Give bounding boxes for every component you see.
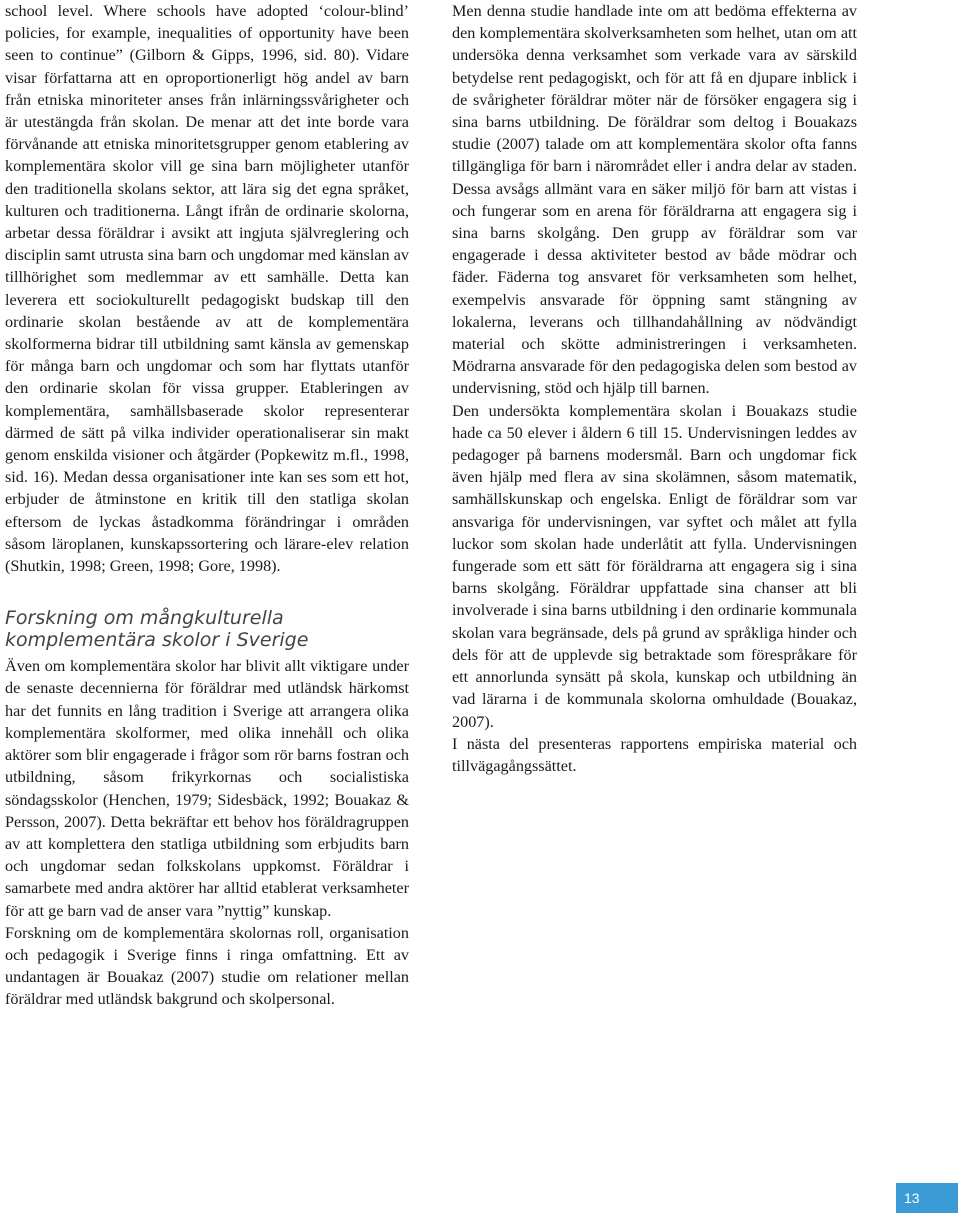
body-paragraph: I nästa del presenteras rapportens empiriska material och tillvägagångssättet.: [452, 734, 857, 775]
body-paragraph: Men denna studie handlade inte om att bedöma effekterna av den komplementära skolverksamheten som helhet, utan om att undersöka denna verksamhet som verkade vara av särskild betydelse rent pedagogiskt, och för att få en djupare inblick i de svårigheter föräldrar möter när de försöker engagera sig i sina barns utbildning. De föräldrar som deltog i Bouakazs studie (2007) talade om att komplementära skolor ofta fanns tillgängliga för barn i närområdet eller i andra delar av staden. Dessa avsågs allmänt vara en säker miljö för barn att vistas i och fungerar som en arena för föräldrarna att engagera sig i sina barns skolgång. Den grupp av föräldrar som var engagerade i dessa aktiviteter bestod av både mödrar och fäder. Fäderna tog ansvaret för verksamheten som helhet, exempelvis ansvarade för öppning samt stängning av lokalerna, leverans och tillhandahållning av nödvändigt material och skötte administreringen i verksamheten. Mödrarna ansvarade för den pedagogiska delen som bestod av undervisning, stöd och hjälp till barnen.: [452, 2, 857, 398]
body-paragraph: school level. Where schools have adopted ‘colour-blind’ policies, for example, inequalities of opportunity have been seen to continue” (Gilborn & Gipps, 1996, sid. 80). Vidare visar författarna att en oproportionerligt hög andel av barn från etniska minoriteter anses från inlärningssvårigheter och är utestängda från skolan. De menar att det inte borde vara förvånande att etniska minoritetsgrupper genom etablering av komplementära skolor vill ge sina barn möjligheter utanför den traditionella skolans sektor, att lära sig det egna språket, kulturen och traditionerna. Långt ifrån de ordinarie skolorna, arbetar dessa föräldrar i avsikt att ingjuta självreglering och disciplin samt utrusta sina barn och ungdomar med känslan av tillhörighet som medlemmar av ett samhälle. Detta kan leverera ett sociokulturellt pedagogiskt budskap till den ordinarie skolan bestående av att de komplementära skolformerna bidrar till utbildning samt känsla av gemenskap för många barn och ungdomar och som har flyttats utanför den ordinarie skolan för vissa grupper. Etableringen av komplementära, samhällsbaserade skolor representerar därmed de sätt på vilka individer operationaliserar sin makt genom enskilda visioner och åtgärder (Popkewitz m.fl., 1998, sid. 16). Medan dessa organisationer inte kan ses som ett hot, erbjuder de åtminstone en kritik till den statliga skolan eftersom de lyckas åstadkomma förändringar i områden såsom läroplanen, kunskapssortering och lärare-elev relation (Shutkin, 1998; Green, 1998; Gore, 1998).: [5, 2, 409, 576]
section-heading: Forskning om mångkulturella komplementära skolor i Sverige: [5, 607, 309, 652]
right-column: [452, 0, 857, 777]
page-number-badge: 13: [896, 1183, 958, 1213]
body-paragraph: Forskning om de komplementära skolornas roll, organisation och pedagogik i Sverige finns i ringa omfattning. Ett av undantagen är Bouakaz (2007) studie om relationer mellan föräldrar med utländsk bakgrund och skolpersonal.: [5, 923, 409, 1009]
body-paragraph: Även om komplementära skolor har blivit allt viktigare under de senaste decennierna för föräldrar med utländsk härkomst har det funnits en lång tradition i Sverige att arrangera olika komplementära skolformer, med olika innehåll och olika aktörer som blir engagerade i frågor som rör barns fostran och utbildning, såsom frikyrkornas och socialistiska söndagsskolor (Henchen, 1979; Sidesbäck, 1992; Bouakaz & Persson, 2007). Detta bekräftar ett behov hos föräldragruppen av att komplettera den statliga utbildning som erbjudits barn och ungdomar sedan folkskolans uppkomst. Föräldrar i samarbete med andra aktörer har alltid etablerat verksamheter för att ge barn vad de anser vara ”nyttig” kunskap.: [5, 657, 409, 920]
left-column: [5, 0, 409, 1011]
body-paragraph: Den undersökta komplementära skolan i Bouakazs studie hade ca 50 elever i åldern 6 till 15. Undervisningen leddes av pedagoger på barnens modersmål. Barn och ungdomar fick även hjälp med flera av sina skolämnen, såsom matematik, samhällskunskap och engelska. Enligt de föräldrar som var ansvariga för undervisningen, var syftet och målet att fylla luckor som skolan hade underlåtit att fylla. Undervisningen fungerade som ett sätt för föräldrarna att engagera sig i sina barns skolgång. Föräldrar uppfattade sina chanser att bli involverade i sina barns utbildning i den ordinarie kommunala skolan vara begränsade, dels på grund av språkliga hinder och dels för att de upplevde sig betraktade som förespråkare för ett annorlunda synsätt på skola, kunskap och utbildning än vad lärarna i de kommunala skolorna omhuldade (Bouakaz, 2007).: [452, 401, 857, 731]
